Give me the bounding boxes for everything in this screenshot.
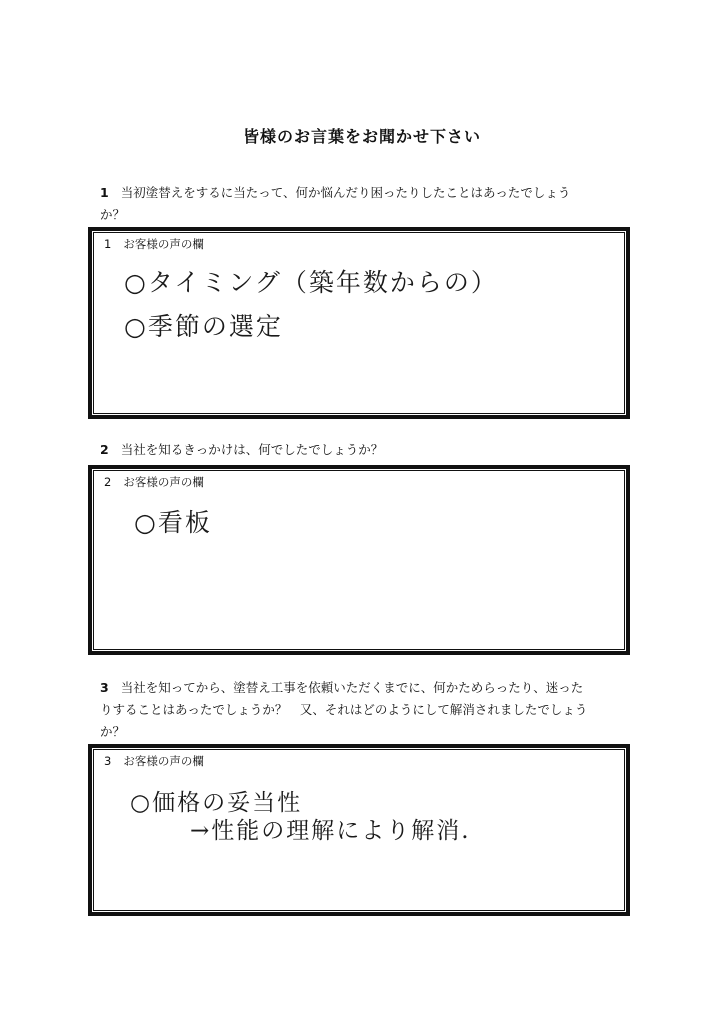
question-1	[100, 182, 640, 226]
question-1-text-line-1: 当初塗替えをするに当たって、何か悩んだり困ったりしたことはあったでしょう	[120, 185, 571, 200]
handwritten-answer-1-2: ○季節の選定	[124, 312, 283, 341]
answer-box-2-label	[104, 474, 204, 490]
answer-box-1	[88, 227, 630, 419]
question-3-number: 3	[100, 680, 109, 695]
question-3-text-line-3: か？	[100, 724, 126, 739]
answer-box-3-voice-label: お客様の声の欄	[123, 754, 204, 768]
question-1-line-1	[100, 182, 640, 204]
question-3-text-line-2: りすることはあったでしょうか？ 又、それはどのようにして解消されましたでしょう	[100, 702, 588, 717]
answer-box-3-inner	[93, 749, 625, 911]
handwritten-answer-2-1: ○看板	[134, 508, 212, 537]
question-2-text-line-1: 当社を知るきっかけは、何でしたでしょうか？	[120, 442, 384, 457]
answer-box-3	[88, 744, 630, 916]
answer-box-2-number: 2	[104, 475, 112, 489]
handwritten-answer-1-1: ○タイミング（築年数からの）	[124, 268, 498, 297]
question-3-text-line-1: 当社を知ってから、塗替え工事を依頼いただくまでに、何かためらったり、迷った	[120, 680, 584, 695]
answer-box-1-inner	[93, 232, 625, 414]
page-title: 皆様のお言葉をお聞かせ下さい	[242, 127, 481, 146]
answer-box-2	[88, 465, 630, 655]
handwritten-answer-3-2: →性能の理解により解消.	[190, 818, 471, 844]
question-2-number: 2	[100, 442, 109, 457]
answer-box-1-label	[104, 236, 204, 252]
question-3	[100, 677, 640, 743]
answer-box-3-number: 3	[104, 754, 112, 768]
answer-box-2-inner	[93, 470, 625, 650]
question-3-line-1	[100, 677, 640, 699]
answer-box-3-label	[104, 753, 204, 769]
question-1-text-line-2: か？	[100, 207, 126, 222]
answer-box-1-voice-label: お客様の声の欄	[123, 237, 204, 251]
question-2	[100, 439, 640, 461]
question-1-number: 1	[100, 185, 109, 200]
question-2-line-1	[100, 439, 640, 461]
handwritten-answer-3-1: ○価格の妥当性	[130, 790, 303, 816]
answer-box-2-voice-label: お客様の声の欄	[123, 475, 204, 489]
answer-box-1-number: 1	[104, 237, 112, 251]
